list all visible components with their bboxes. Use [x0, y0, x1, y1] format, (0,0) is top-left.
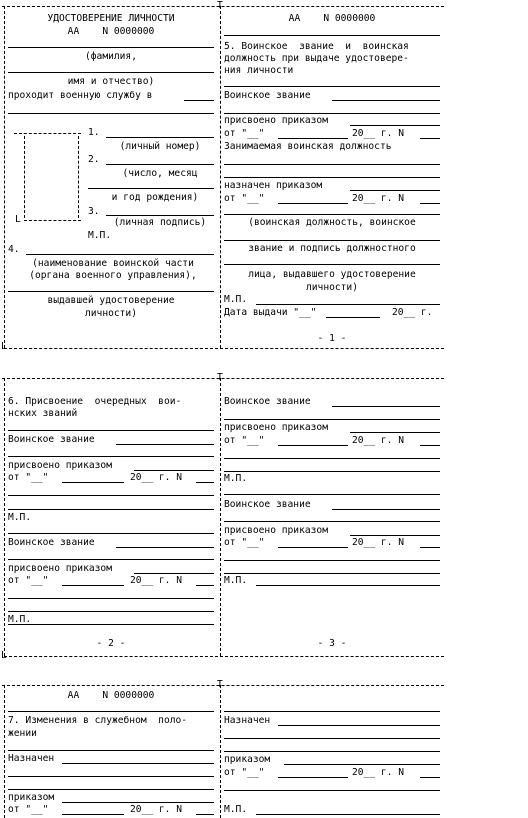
- year-label-4: 20__ г. N: [130, 804, 182, 815]
- assigned-order-label-3b: присвоено приказом: [224, 525, 328, 536]
- birth-date-caption-2: и год рождения): [111, 192, 199, 203]
- appointed-label-4: Назначен: [8, 753, 55, 764]
- from-date-field-2a[interactable]: [62, 482, 124, 483]
- stamp-place-label: М.П.: [88, 230, 112, 241]
- surname-caption: (фамилия,: [85, 51, 137, 62]
- appointed-number-field[interactable]: [420, 203, 440, 204]
- section-5-line-2: должность при выдаче удостовере-: [224, 53, 409, 64]
- stamp-line-5: [256, 814, 440, 815]
- issue-date-field[interactable]: [326, 317, 380, 318]
- stamp-place-3b: М.П.: [224, 575, 248, 586]
- section-6-line: [8, 430, 214, 431]
- appointed-from-field[interactable]: [278, 203, 348, 204]
- order-label-4: приказом: [8, 792, 55, 803]
- from-date-label-3b: от "__": [224, 537, 265, 548]
- authority-line[interactable]: [26, 254, 214, 255]
- year-label: 20__ г. N: [352, 128, 404, 139]
- document-number-right: АА N 0000000: [288, 13, 376, 24]
- bottom-l-marker: L: [1, 341, 7, 352]
- name-caption: имя и отчество): [67, 76, 155, 87]
- assigned-order-label-2a: присвоено приказом: [8, 460, 112, 471]
- official-caption-3: лица, выдавшего удостоверение: [248, 269, 416, 280]
- rank-field-2a-2[interactable]: [8, 456, 214, 457]
- stamp-line-2a: [8, 533, 214, 534]
- order-number-field-3b[interactable]: [420, 547, 440, 548]
- stamp-place-5: М.П.: [224, 804, 248, 815]
- from-date-label-2b: от "__": [8, 575, 49, 586]
- blank-line-5[interactable]: [224, 790, 440, 791]
- appointed-label-5: Назначен: [224, 715, 271, 726]
- page-number-2: - 2 -: [96, 638, 126, 649]
- bottom-border: [4, 348, 444, 349]
- rank-field[interactable]: [332, 100, 440, 101]
- year-label-3b: 20__ г. N: [352, 537, 404, 548]
- stamp-line-2b: [8, 624, 214, 625]
- signature-line[interactable]: [106, 215, 214, 216]
- appointed-field-4-2[interactable]: [8, 776, 214, 777]
- assigned-order-label-3a: присвоено приказом: [224, 422, 328, 433]
- issue-date-label: Дата выдачи "__": [224, 307, 317, 318]
- blank-line-3b-2[interactable]: [224, 573, 440, 574]
- document-title: УДОСТОВЕРЕНИЕ ЛИЧНОСТИ: [47, 13, 175, 24]
- year-label-3a: 20__ г. N: [352, 435, 404, 446]
- rank-label: Воинское звание: [224, 90, 311, 101]
- appointed-from-label: от "__": [224, 193, 265, 204]
- section-7-line: [8, 750, 214, 751]
- from-date-label-2a: от "__": [8, 472, 49, 483]
- order-number-field-3a[interactable]: [420, 445, 440, 446]
- rank-field-2[interactable]: [224, 113, 440, 114]
- blank-line-3a[interactable]: [224, 458, 440, 459]
- appointed-field-4-3[interactable]: [8, 789, 214, 790]
- from-date-field-2b[interactable]: [62, 585, 124, 586]
- section-7-line-1: 7. Изменения в служебном поло-: [8, 715, 188, 726]
- center-fold: [220, 6, 221, 348]
- from-date-label-4: от "__": [8, 804, 49, 815]
- rank-field-3b-2[interactable]: [224, 521, 440, 522]
- blank-line-3a-2[interactable]: [224, 471, 440, 472]
- order-number-field-2a[interactable]: [196, 482, 214, 483]
- assigned-order-field-2a[interactable]: [134, 470, 214, 471]
- stamp-place-3a: М.П.: [224, 473, 248, 484]
- surname-line[interactable]: [8, 47, 214, 48]
- bottom-l-marker-2: L: [1, 650, 7, 661]
- section-5-line-1: 5. Воинское звание и воинская: [224, 41, 409, 52]
- rank-label-3a: Воинское звание: [224, 396, 311, 407]
- from-date-field-5[interactable]: [278, 777, 348, 778]
- item-4-number: 4.: [8, 244, 20, 255]
- signature-caption: (личная подпись): [113, 217, 207, 228]
- section-5-line: [224, 86, 440, 87]
- section-7-line-2: жении: [8, 728, 37, 739]
- page-number-3: - 3 -: [317, 638, 347, 649]
- blank-line-3b[interactable]: [224, 560, 440, 561]
- photo-frame-right: [78, 136, 79, 218]
- page-number-1: - 1 -: [317, 333, 347, 344]
- top-t-marker: T: [217, 0, 223, 11]
- position-held-field-2[interactable]: [224, 177, 440, 178]
- issuer-caption-2: личности): [85, 308, 137, 319]
- from-date-field-4[interactable]: [62, 814, 124, 815]
- left-border: [4, 6, 5, 348]
- personal-number-line[interactable]: [106, 137, 214, 138]
- center-fold-2: [220, 378, 221, 656]
- document-number: АА N 0000000: [67, 26, 155, 37]
- issuer-line[interactable]: [8, 291, 214, 292]
- section-6-line-1: 6. Присвоение очередных вои-: [8, 396, 182, 407]
- top-t-marker-2: T: [217, 372, 223, 383]
- header-line-right: [224, 35, 440, 36]
- order-label-5: приказом: [224, 754, 271, 765]
- stamp-place-2a: М.П.: [8, 512, 32, 523]
- order-number-field-5[interactable]: [420, 777, 440, 778]
- official-caption-1: (воинская должность, воинское: [248, 217, 416, 228]
- order-number-field-2b[interactable]: [196, 585, 214, 586]
- from-date-label: от "__": [224, 128, 265, 139]
- stamp-place-right: М.П.: [224, 294, 248, 305]
- name-line[interactable]: [8, 72, 214, 73]
- photo-frame-left: [24, 136, 25, 218]
- top-border-3: [2, 685, 444, 686]
- year-label-5: 20__ г. N: [352, 767, 404, 778]
- from-date-field-3b[interactable]: [278, 547, 348, 548]
- rank-label-2b: Воинское звание: [8, 537, 95, 548]
- year-label-2a: 20__ г. N: [130, 472, 182, 483]
- rank-field-2b-2[interactable]: [8, 559, 214, 560]
- rank-field-3b[interactable]: [332, 509, 440, 510]
- rank-label-2a: Воинское звание: [8, 434, 95, 445]
- item-3-number: 3.: [88, 206, 100, 217]
- year-label-2b: 20__ г. N: [130, 575, 182, 586]
- rank-field-3a[interactable]: [332, 406, 440, 407]
- stamp-line-3a: [224, 494, 440, 495]
- appointed-field-5-2[interactable]: [224, 738, 440, 739]
- assigned-order-label: присвоено приказом: [224, 115, 328, 126]
- top-border-2: [2, 378, 444, 379]
- appointed-order-field[interactable]: [350, 190, 440, 191]
- from-date-field-3a[interactable]: [278, 445, 348, 446]
- section-6-line-2: нских званий: [8, 408, 78, 419]
- assigned-order-field-3b[interactable]: [350, 535, 440, 536]
- photo-l-marker: L: [15, 214, 21, 225]
- stamp-line-3b: [256, 585, 440, 586]
- official-signature-line[interactable]: [224, 214, 440, 215]
- appointed-field-4[interactable]: [62, 763, 214, 764]
- top-border: [2, 6, 444, 7]
- official-line-2[interactable]: [224, 240, 440, 241]
- birth-date-line[interactable]: [106, 164, 214, 165]
- stamp-place-2b: М.П.: [8, 614, 32, 625]
- appointed-field-5-3[interactable]: [224, 751, 440, 752]
- unit-line[interactable]: [184, 100, 214, 101]
- personal-number-caption: (личный номер): [119, 141, 201, 152]
- issue-year-label: 20__ г.: [392, 307, 433, 318]
- authority-caption-2: (органа военного управления),: [29, 270, 197, 281]
- stamp-line-right: [256, 304, 440, 305]
- item-2-number: 2.: [88, 154, 100, 165]
- assigned-order-label-2b: присвоено приказом: [8, 563, 112, 574]
- position-held-field[interactable]: [224, 164, 440, 165]
- item-1-number: 1.: [88, 127, 100, 138]
- left-border-3: [4, 685, 5, 818]
- appointed-field-5[interactable]: [278, 725, 440, 726]
- authority-caption-1: (наименование воинской части: [32, 258, 194, 269]
- birth-date-line-2[interactable]: [88, 188, 214, 189]
- rank-label-3b: Воинское звание: [224, 499, 311, 510]
- from-date-label-3a: от "__": [224, 435, 265, 446]
- photo-frame-bottom: [24, 220, 81, 221]
- from-date-field[interactable]: [278, 138, 348, 139]
- blank-line-2a-2[interactable]: [8, 509, 214, 510]
- order-number-field[interactable]: [420, 138, 440, 139]
- official-caption-4: личности): [306, 282, 358, 293]
- section-5-line-3: ния личности: [224, 65, 294, 76]
- header-line-5: [224, 711, 440, 712]
- rank-field-3a-2[interactable]: [224, 419, 440, 420]
- center-fold-3: [220, 685, 221, 818]
- position-held-label: Занимаемая воинская должность: [224, 141, 392, 152]
- official-line-3[interactable]: [224, 264, 440, 265]
- serves-label: проходит военную службу в: [8, 90, 153, 101]
- blank-line-2b[interactable]: [8, 598, 214, 599]
- assigned-order-field-2b[interactable]: [134, 573, 214, 574]
- issuer-caption-1: выдавшей удостоверение: [47, 295, 175, 306]
- photo-frame-top: [14, 133, 81, 134]
- left-border-2: [4, 378, 5, 656]
- unit-line-2[interactable]: [8, 113, 214, 114]
- order-number-field-4[interactable]: [196, 814, 214, 815]
- appointed-order-label: назначен приказом: [224, 180, 323, 191]
- birth-date-caption-1: (число, месяц: [122, 168, 198, 179]
- assigned-order-field[interactable]: [350, 125, 440, 126]
- official-caption-2: звание и подпись должностного: [248, 243, 416, 254]
- from-date-label-5: от "__": [224, 767, 265, 778]
- order-field-4[interactable]: [62, 802, 214, 803]
- rank-field-2b[interactable]: [116, 547, 214, 548]
- appointed-year-label: 20__ г. N: [352, 193, 404, 204]
- header-line-3: [8, 711, 214, 712]
- blank-line-2a[interactable]: [8, 495, 214, 496]
- rank-field-2a[interactable]: [116, 444, 214, 445]
- document-number-3: АА N 0000000: [67, 690, 155, 701]
- top-t-marker-3: T: [217, 679, 223, 690]
- blank-line-2b-2[interactable]: [8, 611, 214, 612]
- assigned-order-field-3a[interactable]: [350, 432, 440, 433]
- order-field-5[interactable]: [284, 764, 440, 765]
- bottom-border-2: [4, 656, 444, 657]
